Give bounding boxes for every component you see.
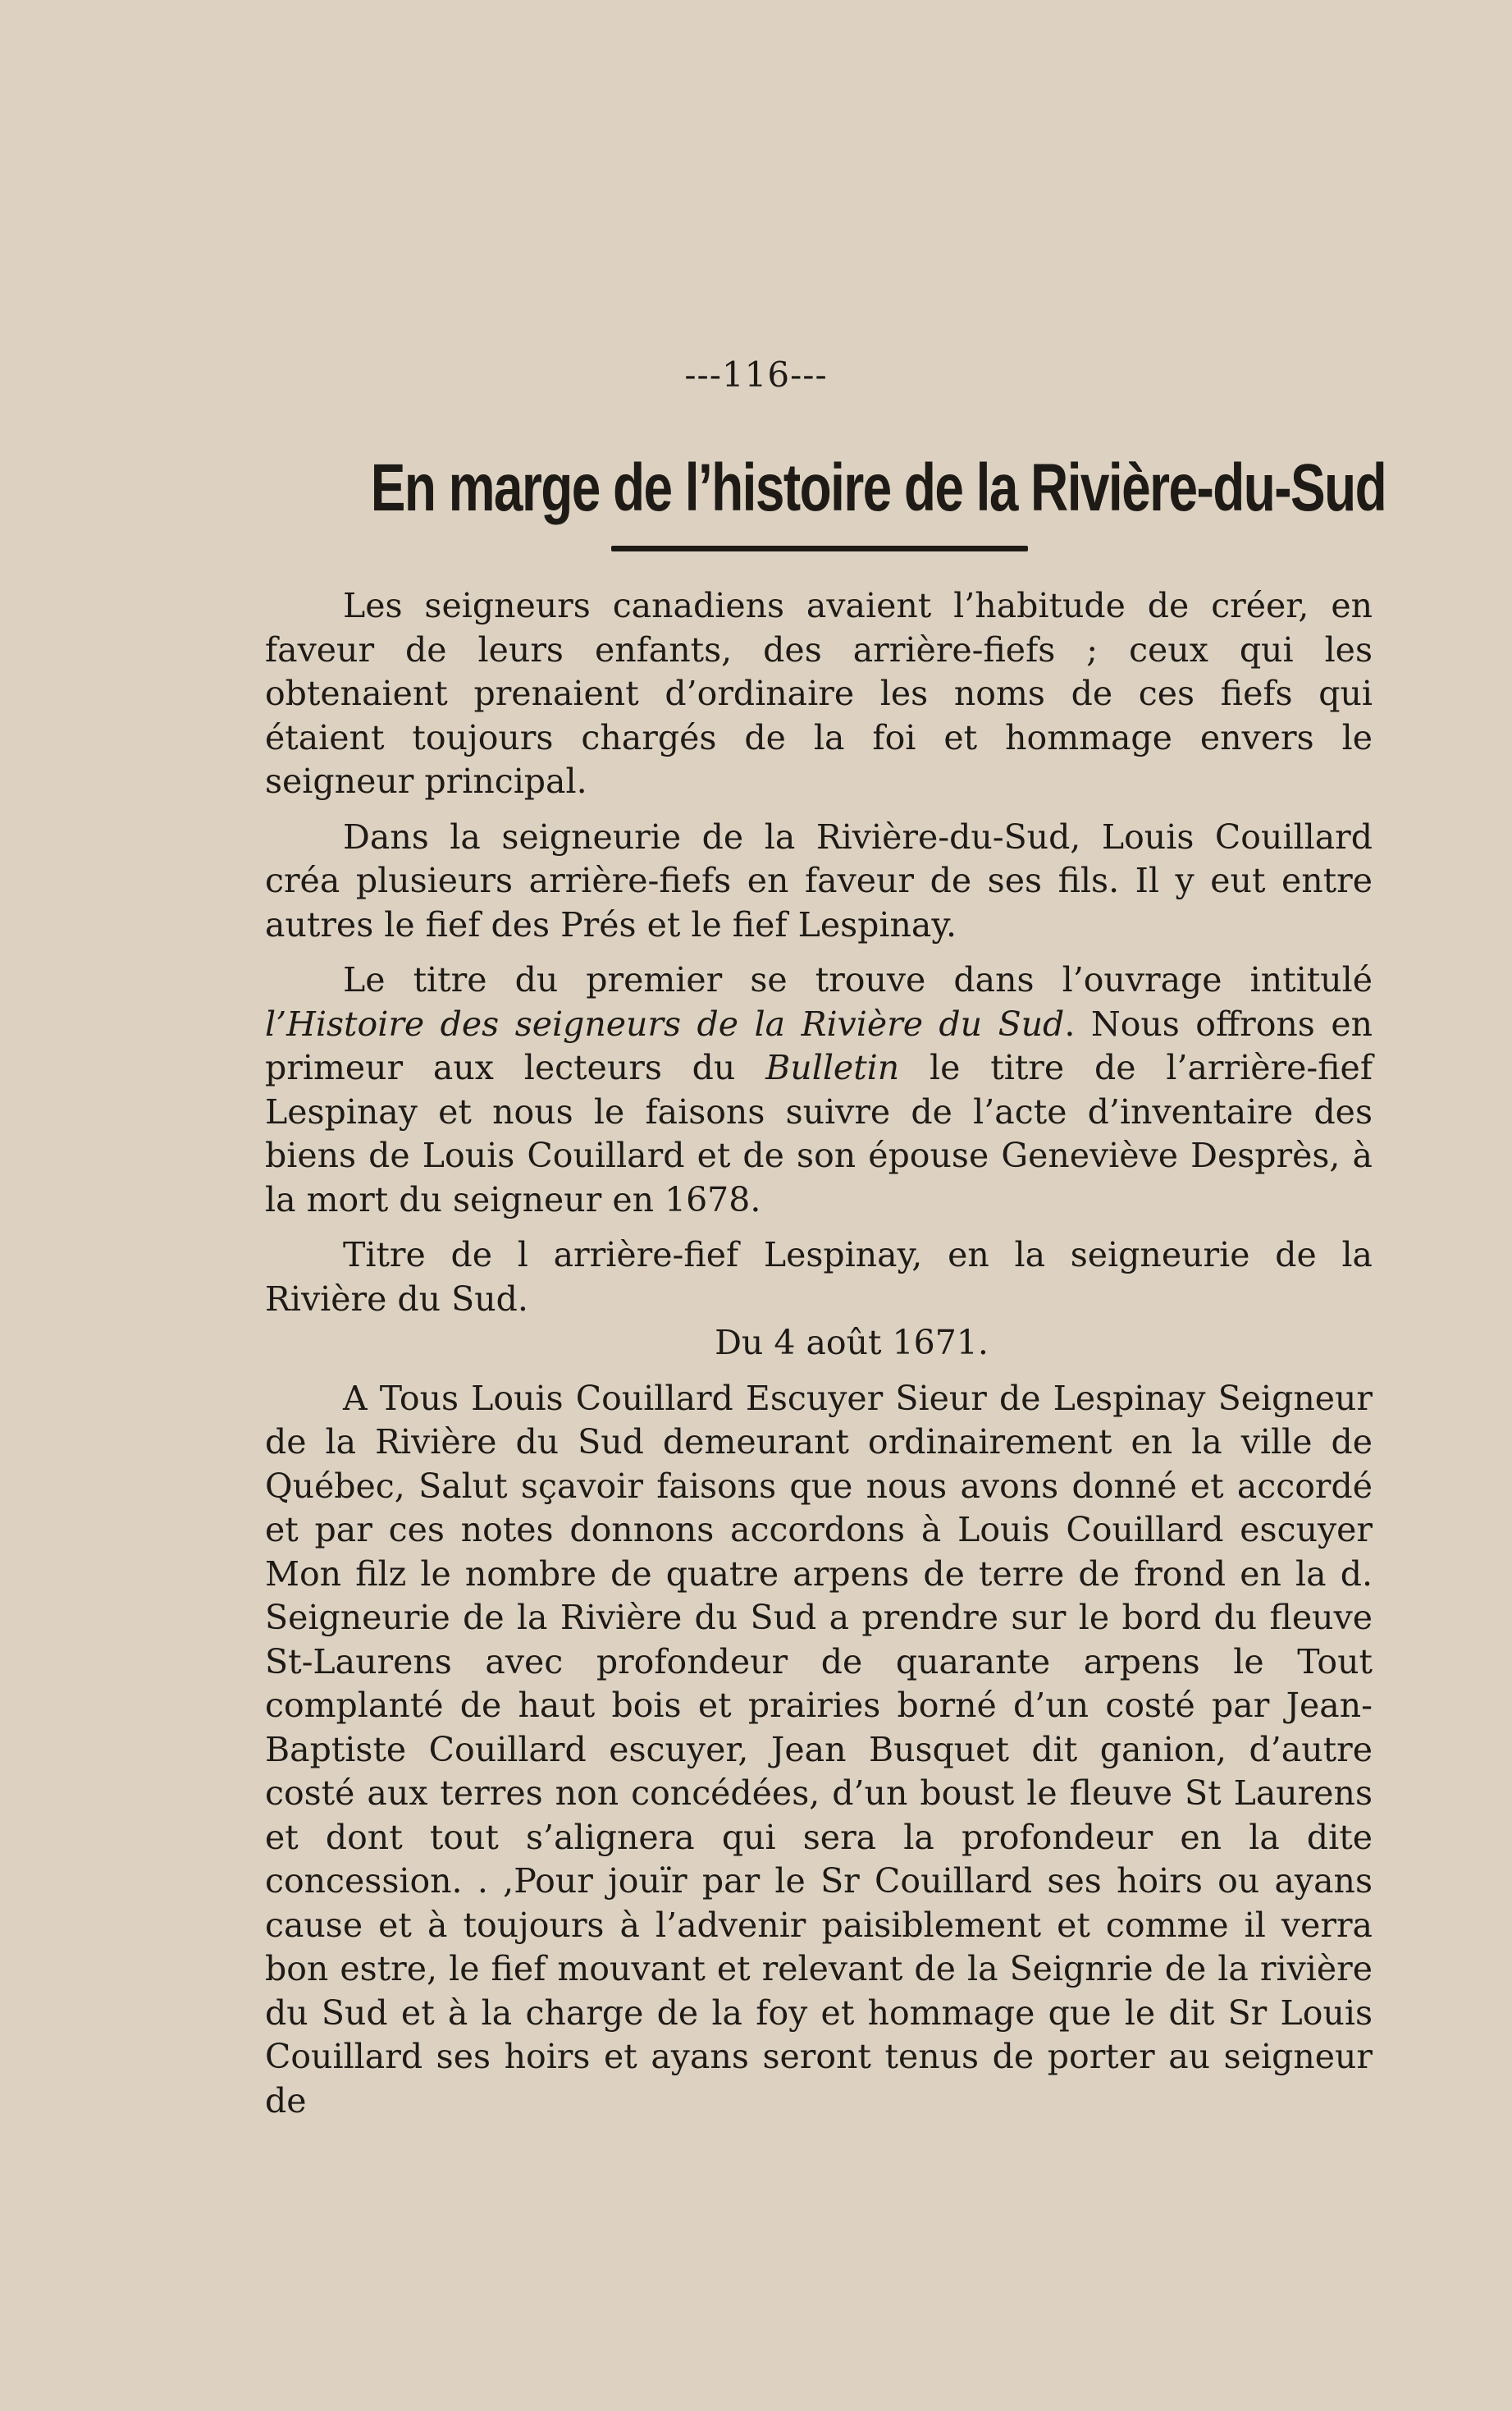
book-title: l’Histoire des seigneurs de la Rivière du Sud [265,1004,1065,1044]
paragraph-text: . Nous offrons en primeur aux lecteurs du [265,1004,1373,1087]
paragraph-titre-lespinay: Titre de l arrière-fief Lespinay, en la seigneurie de la Rivière du Sud. [265,1235,1373,1319]
paragraph-text: Le titre du premier se trouve dans l’ouvrage intitulé [343,960,1373,1000]
article-body [265,584,1373,2123]
paragraph-riviere-du-sud: Dans la seigneurie de la Rivière-du-Sud, Louis Couillard créa plusieurs arrière-fiefs en faveur de ses fils. Il y eut entre autres le fief des Prés et le fief Lespinay. [265,817,1373,945]
paragraph-titre-premier [265,958,1373,1222]
bulletin-title: Bulletin [765,1048,900,1087]
article-title: En marge de l’histoire de la Rivière-du-Sud [370,451,1386,525]
paragraph-acte: A Tous Louis Couillard Escuyer Sieur de Lespinay Seigneur de la Rivière du Sud demeurant ordinairement en la ville de Québec, Salut sçavoir faisons que nous avons donné et accordé et par ces notes donnons accordons à Louis Couillard escuyer Mon filz le nombre de quatre arpens de terre de frond en la d. Seigneurie de la Rivière du Sud a prendre sur le bord du fleuve St-Laurens avec profondeur de quarante arpens le Tout complanté de haut bois et prairies borné d’un costé par Jean-Baptiste Couillard escuyer, Jean Busquet dit ganion, d’autre costé aux terres non concédées, d’un boust le fleuve St Laurens et dont tout s’alignera qui sera la profondeur en la dite concession. . ,Pour jouïr par le Sr Couillard ses hoirs ou ayans cause et à toujours à l’advenir paisiblement et comme il verra bon estre, le fief mouvant et relevant de la Seignrie de la rivière du Sud et à la charge de la foy et hommage que le dit Sr Louis Couillard ses hoirs et ayans seront tenus de porter au seigneur de [265,1378,1373,2120]
paragraph-text: le titre de l’arrière-fief Lespinay et nous le faisons suivre de l’acte d’inventaire des biens de Louis Couillard et de son épouse Geneviève Desprès, à la mort du seigneur en 1678. [265,1048,1373,1219]
paragraph-intro: Les seigneurs canadiens avaient l’habitude de créer, en faveur de leurs enfants, des arrière-fiefs ; ceux qui les obtenaient prenaient d’ordinaire les noms de ces fiefs qui étaient toujours chargés de la foi et hommage envers le seigneur principal. [265,586,1373,801]
title-underline-rule [611,546,1028,551]
document-date: Du 4 août 1671. [715,1323,989,1362]
page-number: ---116--- [684,355,828,395]
